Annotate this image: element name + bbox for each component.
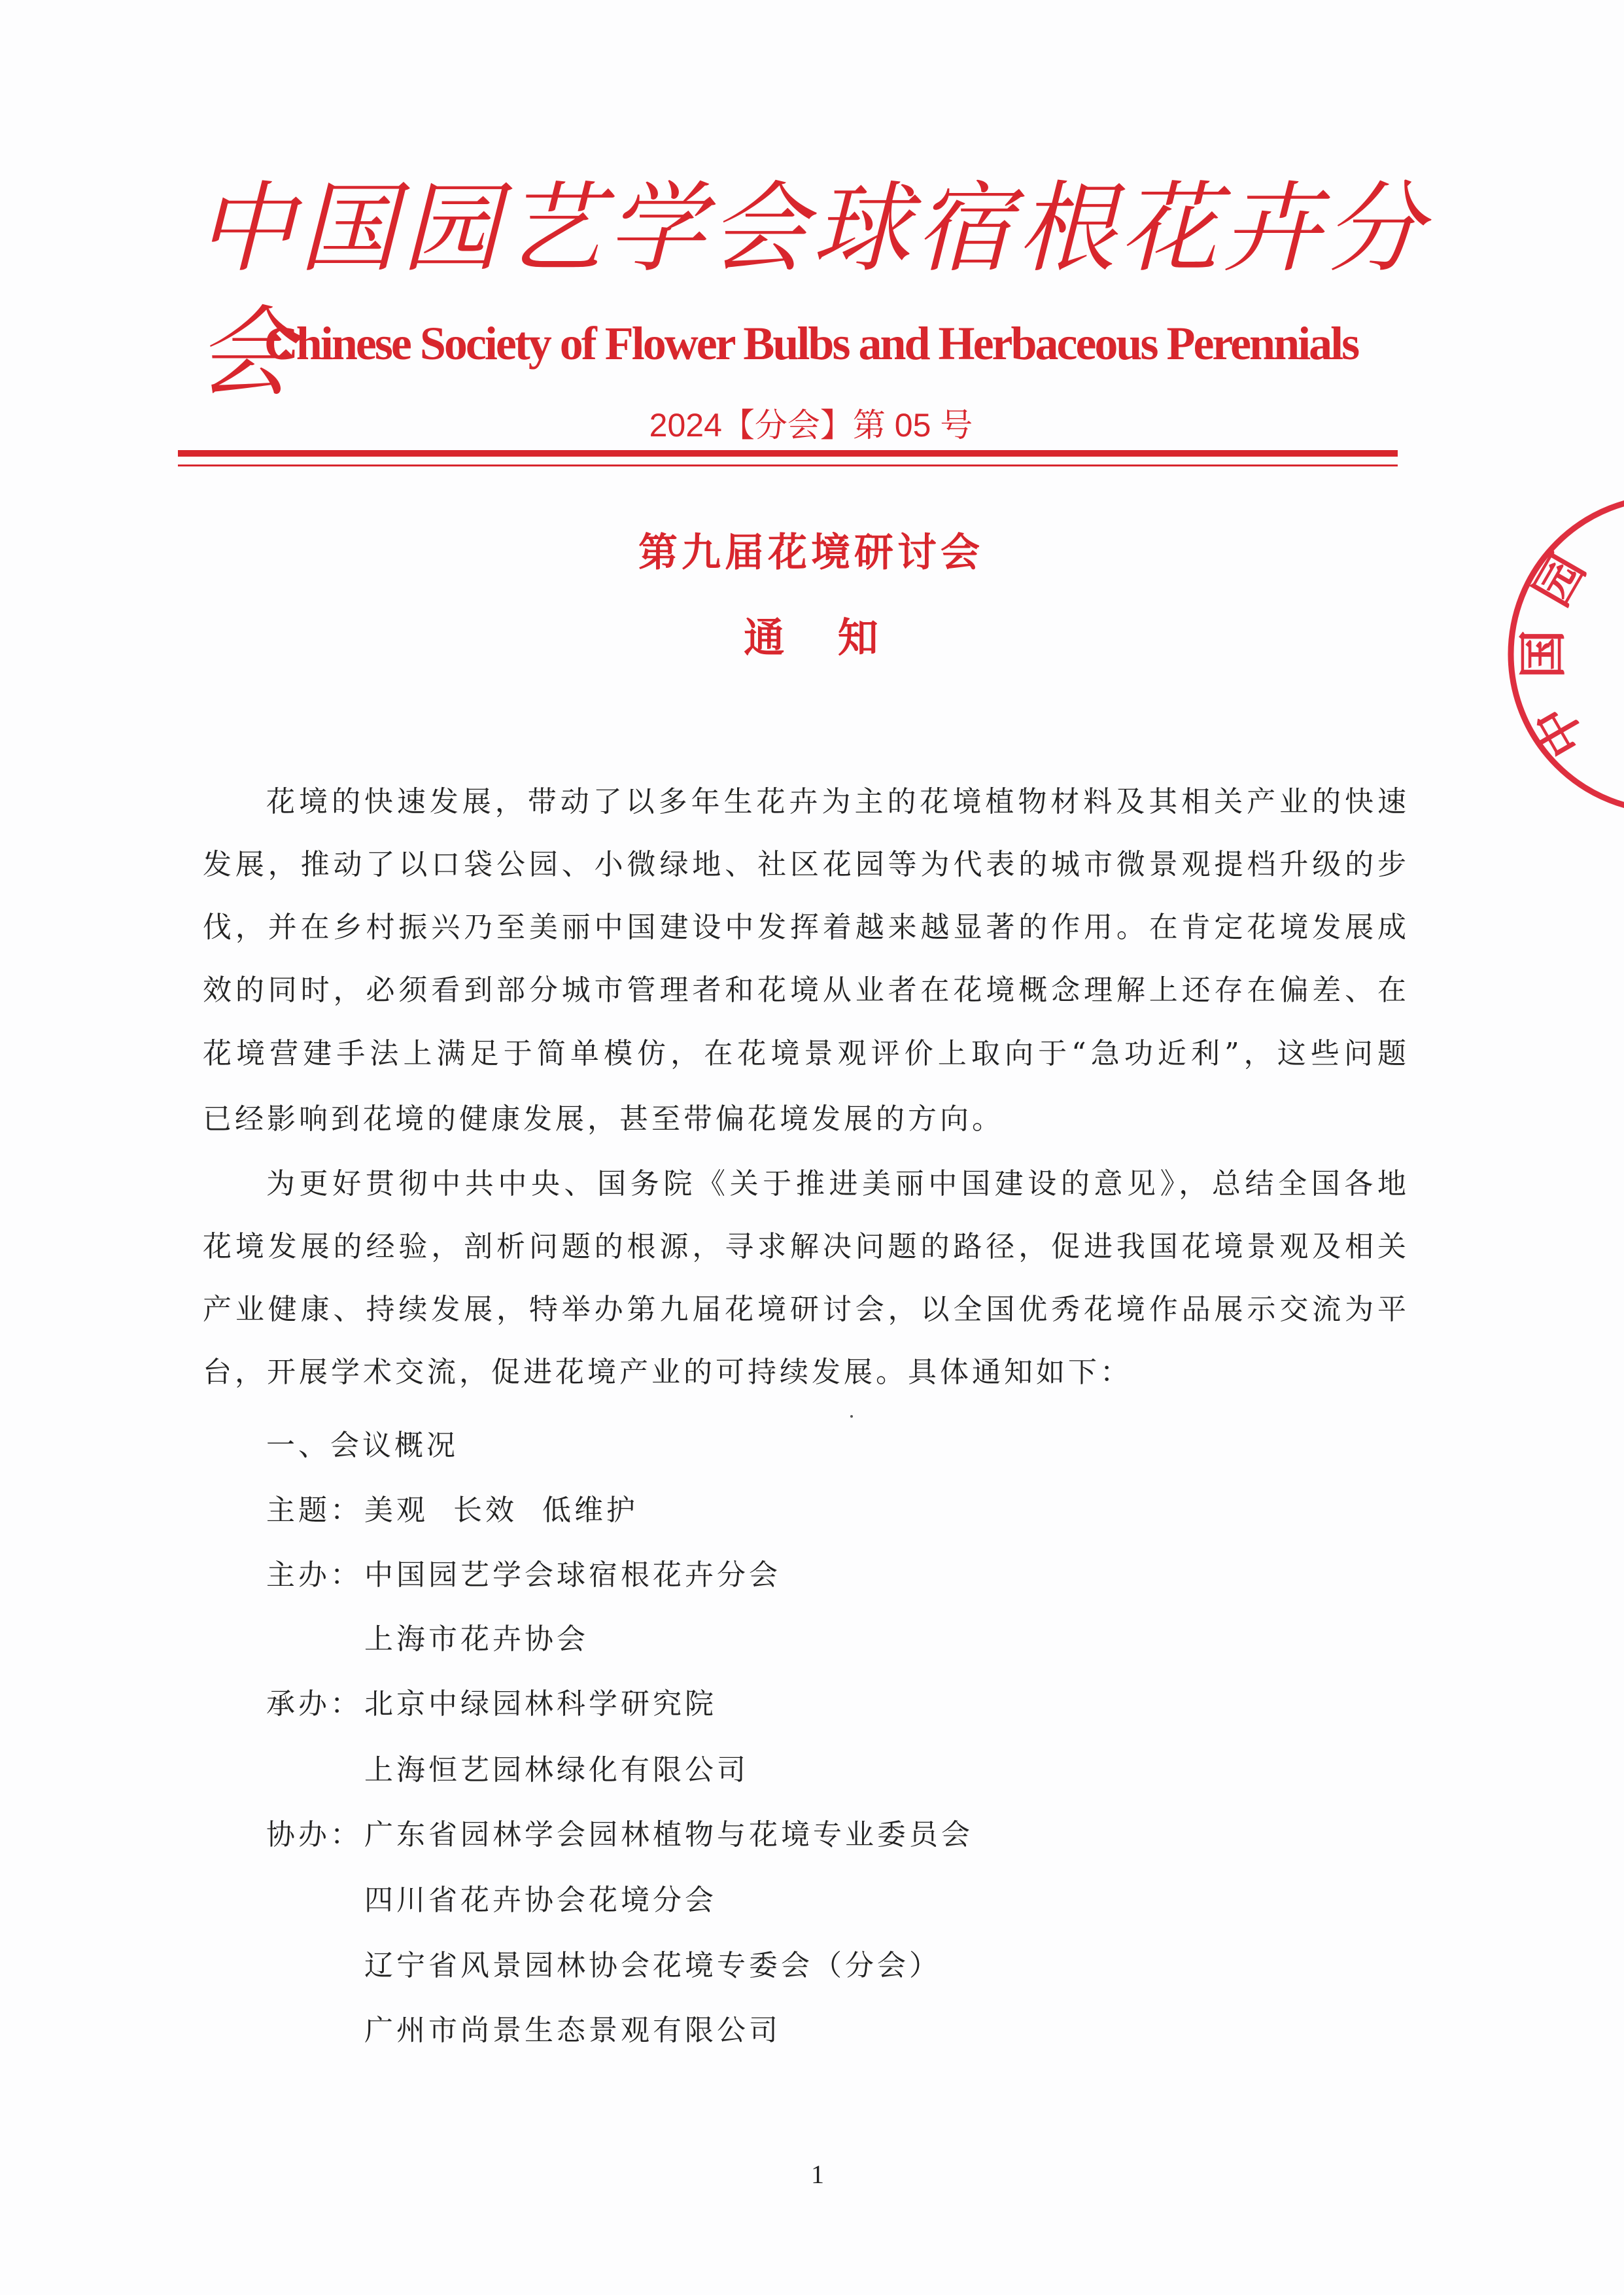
document-title: 第九届花境研讨会 (638, 530, 984, 576)
body-line: 发展，推动了以口袋公园、小微绿地、社区花园等为代表的城市微景观提档升级的步 (203, 848, 1406, 881)
official-seal (1508, 494, 1624, 815)
body-line: 花境发展的经验，剖析问题的根源，寻求解决问题的路径，促进我国花境景观及相关 (203, 1230, 1406, 1263)
body-line: 效的同时，必须看到部分城市管理者和花境从业者在花境概念理解上还存在偏差、在 (203, 973, 1406, 1007)
seal-char: 园 (1523, 545, 1597, 616)
header-divider-thin (178, 464, 1398, 466)
document-number: 2024【分会】第 05 号 (649, 407, 973, 444)
body-line: 产业健康、持续发展，特举办第九届花境研讨会，以全国优秀花境作品展示交流为平 (203, 1293, 1406, 1326)
letterhead-org-name-en: Chinese Society of Flower Bulbs and Herbaceous Perennials (264, 317, 1358, 370)
item-value-organizer: 上海恒艺园林绿化有限公司 (364, 1753, 749, 1787)
body-line: 花境营建手法上满足于简单模仿，在花境景观评价上取向于“急功近利”，这些问题 (203, 1037, 1406, 1070)
page-number: 1 (811, 2160, 824, 2189)
item-label-host: 主办： (266, 1558, 362, 1592)
item-label-organizer: 承办： (266, 1687, 362, 1721)
item-value-organizer: 北京中绿园林科学研究院 (364, 1687, 717, 1721)
body-line: 花境的快速发展，带动了以多年生花卉为主的花境植物材料及其相关产业的快速 (266, 785, 1406, 818)
letterhead-org-name-cn: 中国园艺学会球宿根花卉分会 (196, 172, 1426, 410)
body-line: 台，开展学术交流，促进花境产业的可持续发展。具体通知如下： (203, 1356, 1132, 1389)
body-line: 为更好贯彻中共中央、国务院《关于推进美丽中国建设的意见》，总结全国各地 (266, 1167, 1406, 1200)
item-value-host: 上海市花卉协会 (364, 1622, 589, 1656)
item-label-theme: 主题： (266, 1494, 362, 1527)
body-line: 已经影响到花境的健康发展，甚至带偏花境发展的方向。 (203, 1102, 1004, 1136)
document-subtitle: 通 知 (744, 614, 878, 661)
item-value-host: 中国园艺学会球宿根花卉分会 (364, 1558, 781, 1592)
item-value-co-organizer: 广东省园林学会园林植物与花境专业委员会 (364, 1818, 973, 1851)
item-value-co-organizer: 四川省花卉协会花境分会 (364, 1883, 717, 1917)
item-value-co-organizer: 广州市尚景生态景观有限公司 (364, 2014, 781, 2047)
seal-char: 国 (1515, 630, 1572, 678)
body-line: 伐，并在乡村振兴乃至美丽中国建设中发挥着越来越显著的作用。在肯定花境发展成 (203, 911, 1406, 944)
item-label-co-organizer: 协办： (266, 1818, 362, 1851)
item-value-co-organizer: 辽宁省风景园林协会花境专委会（分会） (364, 1949, 941, 1982)
scan-speck (850, 1415, 853, 1418)
header-divider-thick (178, 450, 1398, 457)
item-value-theme: 美观 长效 低维护 (364, 1494, 638, 1527)
section-heading: 一、会议概况 (266, 1429, 458, 1462)
seal-char: 中 (1523, 696, 1597, 767)
